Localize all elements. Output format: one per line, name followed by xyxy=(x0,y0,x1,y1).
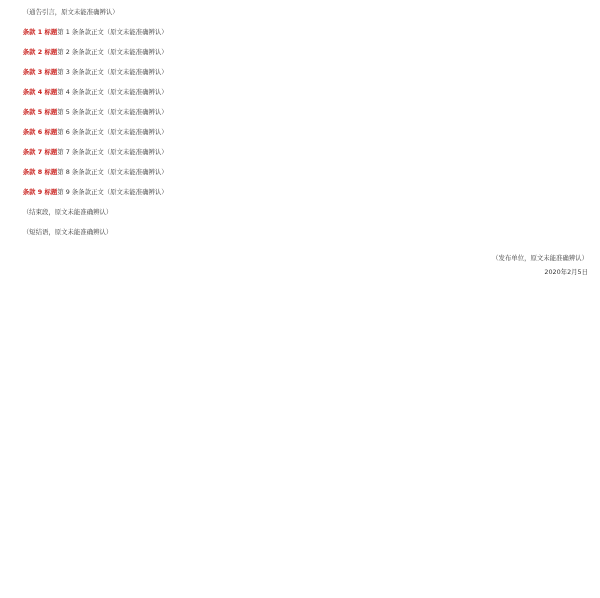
clause-3-body: 第 3 条条款正文（原文未能准确辨认） xyxy=(57,68,168,76)
clause-5-title: 条款 5 标题 xyxy=(22,108,58,116)
clause-9-body: 第 9 条条款正文（原文未能准确辨认） xyxy=(57,188,168,196)
clause-8 xyxy=(10,166,592,179)
special-notice: （短结语，原文未能准确辨认） xyxy=(22,228,113,236)
closing-paragraph: （结束段，原文未能准确辨认） xyxy=(22,208,113,216)
clause-1-title: 条款 1 标题 xyxy=(22,28,58,36)
clause-4 xyxy=(10,86,592,99)
clause-6-body: 第 6 条条款正文（原文未能准确辨认） xyxy=(57,128,168,136)
clause-5 xyxy=(10,106,592,119)
clause-8-title: 条款 8 标题 xyxy=(22,168,58,176)
clause-1 xyxy=(10,26,592,39)
clause-6-title: 条款 6 标题 xyxy=(22,128,58,136)
clause-2-body: 第 2 条条款正文（原文未能准确辨认） xyxy=(57,48,168,56)
clause-5-body: 第 5 条条款正文（原文未能准确辨认） xyxy=(57,108,168,116)
clause-9 xyxy=(10,186,592,199)
issue-date: 2020年2月5日 xyxy=(544,268,588,276)
clause-3 xyxy=(10,66,592,79)
clause-2 xyxy=(10,46,592,59)
clause-4-body: 第 4 条条款正文（原文未能准确辨认） xyxy=(57,88,168,96)
clause-9-title: 条款 9 标题 xyxy=(22,188,58,196)
notice-intro: （通告引言，原文未能准确辨认） xyxy=(22,8,119,16)
issuer-name: （发布单位，原文未能准确辨认） xyxy=(492,254,588,262)
clause-7 xyxy=(10,146,592,159)
clause-3-title: 条款 3 标题 xyxy=(22,68,58,76)
clause-7-body: 第 7 条条款正文（原文未能准确辨认） xyxy=(57,148,168,156)
signature-block xyxy=(10,251,592,279)
clause-8-body: 第 8 条条款正文（原文未能准确辨认） xyxy=(57,168,168,176)
clause-6 xyxy=(10,126,592,139)
clause-2-title: 条款 2 标题 xyxy=(22,48,58,56)
clause-1-body: 第 1 条条款正文（原文未能准确辨认） xyxy=(57,28,168,36)
clause-4-title: 条款 4 标题 xyxy=(22,88,58,96)
clause-7-title: 条款 7 标题 xyxy=(22,148,58,156)
